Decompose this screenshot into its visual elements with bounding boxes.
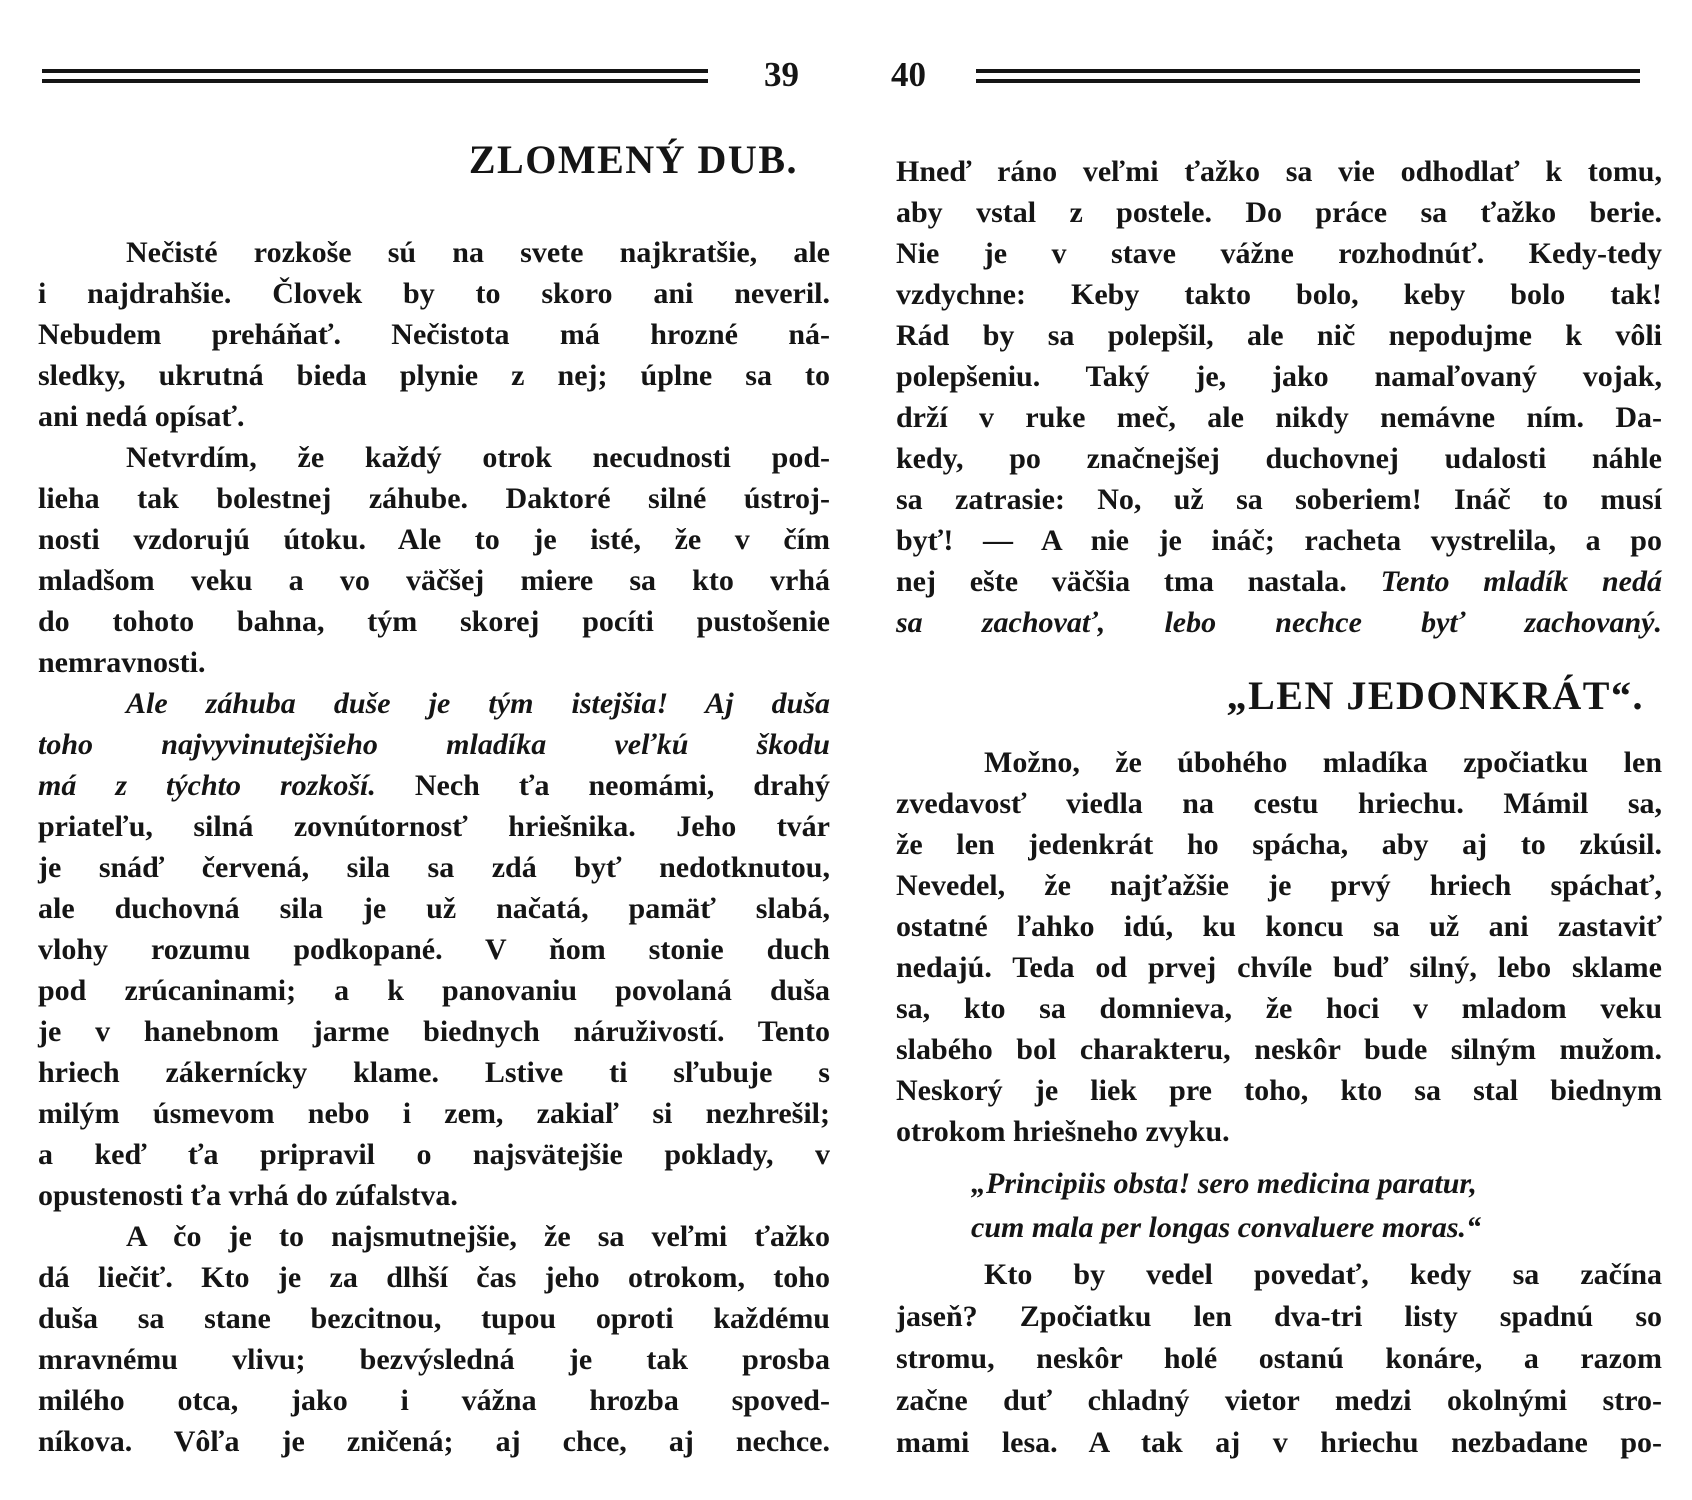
text-line: vlohy rozumu podkopané. V ňom stonie duch bbox=[38, 933, 830, 966]
text-line: je snáď červená, sila sa zdá byť nedotknutou, bbox=[38, 851, 830, 884]
text-line: A čo je to najsmutnejšie, že sa veľmi ťažko bbox=[126, 1220, 830, 1253]
text-line: pod zrúcaninami; a k panovaniu povolaná duša bbox=[38, 974, 830, 1007]
text-line: mravnému vlivu; bezvýsledná je tak prosba bbox=[38, 1343, 830, 1376]
text-line: aby vstal z postele. Do práce sa ťažko berie. bbox=[896, 196, 1662, 229]
text-line: Možno, že úbohého mladíka zpočiatku len bbox=[984, 746, 1662, 779]
text-line: Nečisté rozkoše sú na svete najkratšie, ale bbox=[126, 236, 830, 269]
text-line: lieha tak bolestnej záhube. Daktoré silné ústroj- bbox=[38, 482, 830, 515]
text-line: nemravnosti. bbox=[38, 646, 206, 679]
text-line: do tohoto bahna, tým skorej pocíti pustošenie bbox=[38, 605, 830, 638]
quote-line: „Principiis obsta! sero medicina paratur, bbox=[971, 1167, 1477, 1200]
text-line-mixed bbox=[38, 765, 830, 806]
text-line: ale duchovná sila je už načatá, pamäť slabá, bbox=[38, 892, 830, 925]
roman-segment: nej ešte väčšia tma nastala. bbox=[896, 565, 1381, 598]
text-line: milého otca, jako i vážna hrozba spoved- bbox=[38, 1384, 830, 1417]
page-left bbox=[38, 0, 830, 1462]
paragraph-continuation bbox=[896, 151, 1662, 643]
chapter-heading-len-jedonkrat: „LEN JEDONKRÁT“. bbox=[1226, 673, 1644, 718]
text-line: Rád by sa polepšil, ale nič nepodujme k vôli bbox=[896, 319, 1662, 352]
text-line: níkova. Vôľa je zničená; aj chce, aj nechce. bbox=[38, 1425, 830, 1458]
text-line: polepšeniu. Taký je, jako namaľovaný vojak, bbox=[896, 360, 1662, 393]
paragraph-2 bbox=[38, 437, 830, 683]
text-line: sa zachovať, lebo nechce byť zachovaný. bbox=[896, 606, 1662, 639]
text-line: zvedavosť viedla na cestu hriechu. Mámil sa, bbox=[896, 787, 1662, 820]
text-line: Neskorý je liek pre toho, kto sa stal biednym bbox=[896, 1074, 1662, 1107]
page-right bbox=[896, 0, 1662, 1464]
text-line: dá liečiť. Kto je za dlhší čas jeho otrokom, toho bbox=[38, 1261, 830, 1294]
text-line: nedajú. Teda od prvej chvíle buď silný, lebo sklame bbox=[896, 951, 1662, 984]
paragraph-6 bbox=[896, 1254, 1662, 1464]
text-line: Nie je v stave vážne rozhodnúť. Kedy-tedy bbox=[896, 237, 1662, 270]
text-line: že len jedenkrát ho spácha, aby aj to zkúsil. bbox=[896, 828, 1662, 861]
text-line: i najdrahšie. Človek by to skoro ani neveril. bbox=[38, 277, 830, 310]
text-line-mixed bbox=[896, 561, 1662, 602]
text-line: slabého bol charakteru, neskôr bude silným mužom. bbox=[896, 1033, 1662, 1066]
text-line: drží v ruke meč, ale nikdy nemávne ním. Da- bbox=[896, 401, 1662, 434]
text-line: toho najvyvinutejšieho mladíka veľkú škodu bbox=[38, 728, 830, 761]
chapter-heading-zlomeny-dub: ZLOMENÝ DUB. bbox=[468, 137, 798, 182]
text-line: mami lesa. A tak aj v hriechu nezbadane po- bbox=[896, 1426, 1662, 1459]
text-line: je v hanebnom jarme biednych náruživostí. Tento bbox=[38, 1015, 830, 1048]
text-line: jaseň? Zpočiatku len dva-tri listy spadnú so bbox=[896, 1300, 1662, 1333]
italic-segment: má z týchto rozkoší. bbox=[38, 769, 415, 802]
text-line: Kto by vedel povedať, kedy sa začína bbox=[984, 1258, 1662, 1291]
text-line: hriech zákernícky klame. Lstive ti sľubuje s bbox=[38, 1056, 830, 1089]
text-line: Ale záhuba duše je tým istejšia! Aj duša bbox=[126, 687, 830, 720]
page-number-right: 40 bbox=[891, 55, 926, 94]
paragraph-1 bbox=[38, 232, 830, 437]
text-line: stromu, neskôr holé ostanú konáre, a razom bbox=[896, 1342, 1662, 1375]
text-line: sa zatrasie: No, už sa soberiem! Ináč to musí bbox=[896, 483, 1662, 516]
text-line: milým úsmevom nebo i zem, zakiaľ si nezhrešil; bbox=[38, 1097, 830, 1130]
roman-segment: Nech ťa neomámi, drahý bbox=[414, 769, 830, 802]
text-line: ostatné ľahko idú, ku koncu sa už ani zastaviť bbox=[896, 910, 1662, 943]
text-line: byť! — A nie je ináč; racheta vystrelila, a po bbox=[896, 524, 1662, 557]
paragraph-3 bbox=[38, 683, 830, 1216]
text-line: otrokom hriešneho zvyku. bbox=[896, 1115, 1230, 1148]
text-line: vzdychne: Keby takto bolo, keby bolo tak! bbox=[896, 278, 1662, 311]
text-line: duša sa stane bezcitnou, tupou oproti každému bbox=[38, 1302, 830, 1335]
text-line: Netvrdím, že každý otrok necudnosti pod- bbox=[126, 441, 830, 474]
paragraph-4 bbox=[38, 1216, 830, 1462]
text-line: priateľu, silná zovnútornosť hriešnika. Jeho tvár bbox=[38, 810, 830, 843]
text-line: opustenosti ťa vrhá do zúfalstva. bbox=[38, 1179, 458, 1212]
quote-line: cum mala per longas convaluere moras.“ bbox=[971, 1211, 1482, 1244]
paragraph-5 bbox=[896, 742, 1662, 1152]
text-line: ani nedá opísať. bbox=[38, 400, 245, 433]
text-line: mladšom veku a vo väčšej miere sa kto vrhá bbox=[38, 564, 830, 597]
text-line: sa, kto sa domnieva, že hoci v mladom veku bbox=[896, 992, 1662, 1025]
text-line: Nevedel, že najťažšie je prvý hriech spáchať, bbox=[896, 869, 1662, 902]
text-line: sledky, ukrutná bieda plynie z nej; úplne sa to bbox=[38, 359, 830, 392]
text-line: Hneď ráno veľmi ťažko sa vie odhodlať k tomu, bbox=[896, 155, 1662, 188]
latin-quote-block bbox=[896, 1162, 1662, 1250]
page-number-left: 39 bbox=[764, 55, 799, 94]
text-line: nosti vzdorujú útoku. Ale to je isté, že v čím bbox=[38, 523, 830, 556]
text-line: a keď ťa pripravil o najsvätejšie poklady, v bbox=[38, 1138, 830, 1171]
italic-segment: Tento mladík nedá bbox=[1380, 565, 1662, 598]
text-line: začne duť chladný vietor medzi okolnými stro- bbox=[896, 1384, 1662, 1417]
text-line: Nebudem preháňať. Nečistota má hrozné ná- bbox=[38, 318, 830, 351]
text-line: kedy, po značnejšej duchovnej udalosti náhle bbox=[896, 442, 1662, 475]
